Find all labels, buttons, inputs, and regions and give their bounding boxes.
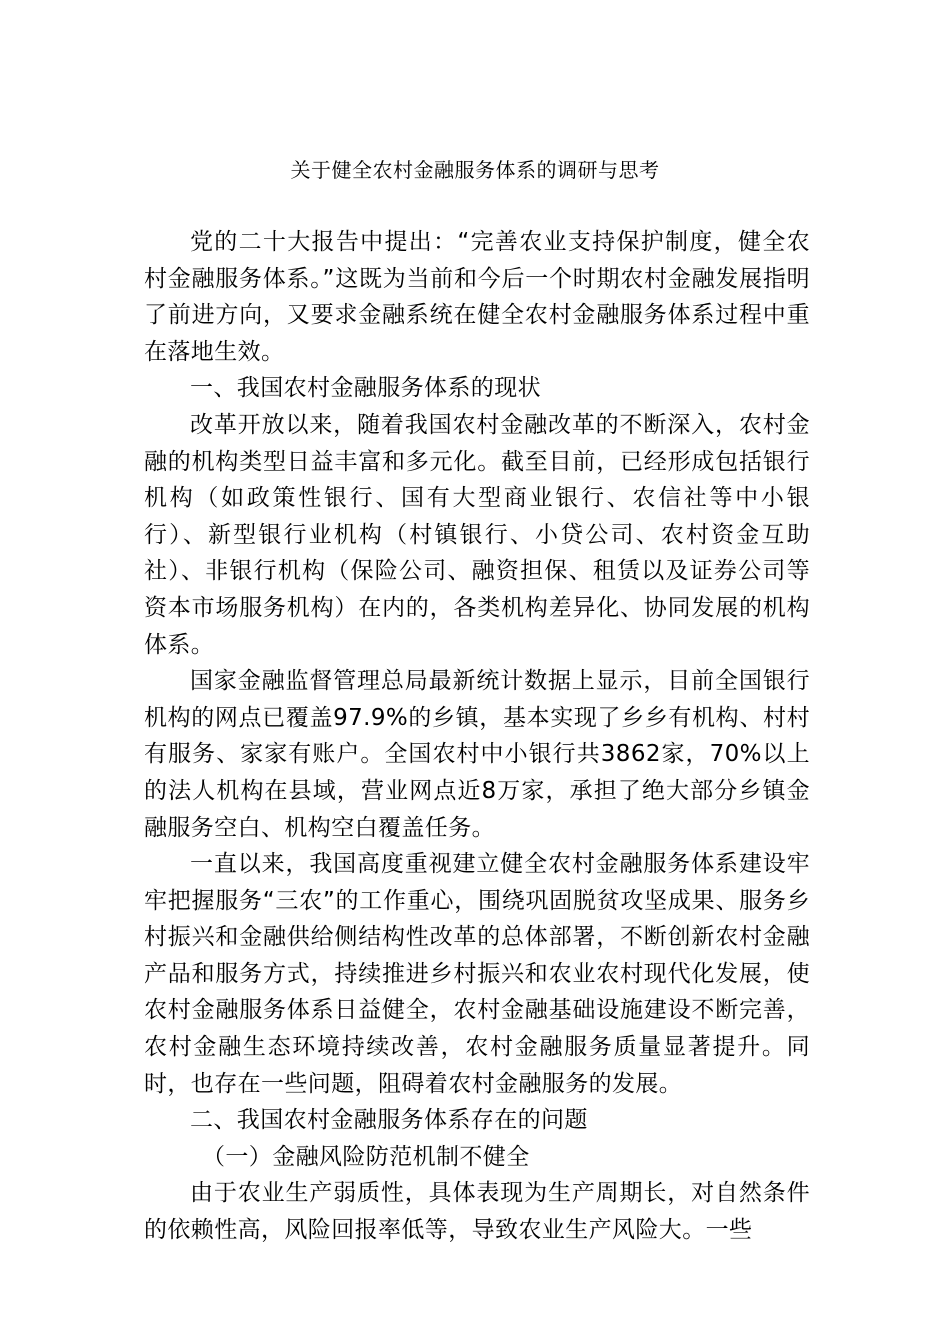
paragraph-statistics: 国家金融监督管理总局最新统计数据上显示，目前全国银行机构的网点已覆盖97.9%的乡镇，基本实现了乡乡有机构、村村有服务、家家有账户。全国农村中小银行共3862家，70%以上的法人机构在县域，营业网点近8万家，承担了绝大部分乡镇金融服务空白、机构空白覆盖任务。 <box>144 668 810 841</box>
paragraph-intro: 党的二十大报告中提出：“完善农业支持保护制度，健全农村金融服务体系。”这既为当前和今后一个时期农村金融发展指明了前进方向，又要求金融系统在健全农村金融服务体系过程中重在落地生效。 <box>144 229 810 365</box>
section-heading-2: 二、我国农村金融服务体系存在的问题 <box>190 1107 588 1134</box>
section-heading-1: 一、我国农村金融服务体系的现状 <box>190 375 541 402</box>
subsection-heading-1: （一）金融风险防范机制不健全 <box>202 1143 530 1170</box>
paragraph-institutions: 改革开放以来，随着我国农村金融改革的不断深入，农村金融的机构类型日益丰富和多元化。截至目前，已经形成包括银行机构（如政策性银行、国有大型商业银行、农信社等中小银行）、新型银行业机构（村镇银行、小贷公司、农村资金互助社）、非银行机构（保险公司、融资担保、租赁以及证券公司等资本市场服务机构）在内的，各类机构差异化、协同发展的机构体系。 <box>144 411 810 658</box>
paragraph-risk: 由于农业生产弱质性，具体表现为生产周期长，对自然条件的依赖性高，风险回报率低等，导致农业生产风险大。一些 <box>144 1180 810 1244</box>
document-title: 关于健全农村金融服务体系的调研与思考 <box>290 158 660 182</box>
document-body <box>144 224 810 1249</box>
paragraph-progress: 一直以来，我国高度重视建立健全农村金融服务体系建设牢牢把握服务“三农”的工作重心，围绕巩固脱贫攻坚成果、服务乡村振兴和金融供给侧结构性改革的总体部署，不断创新农村金融产品和服务方式，持续推进乡村振兴和农业农村现代化发展，使农村金融服务体系日益健全，农村金融基础设施建设不断完善，农村金融生态环境持续改善，农村金融服务质量显著提升。同时，也存在一些问题，阻碍着农村金融服务的发展。 <box>144 851 810 1097</box>
